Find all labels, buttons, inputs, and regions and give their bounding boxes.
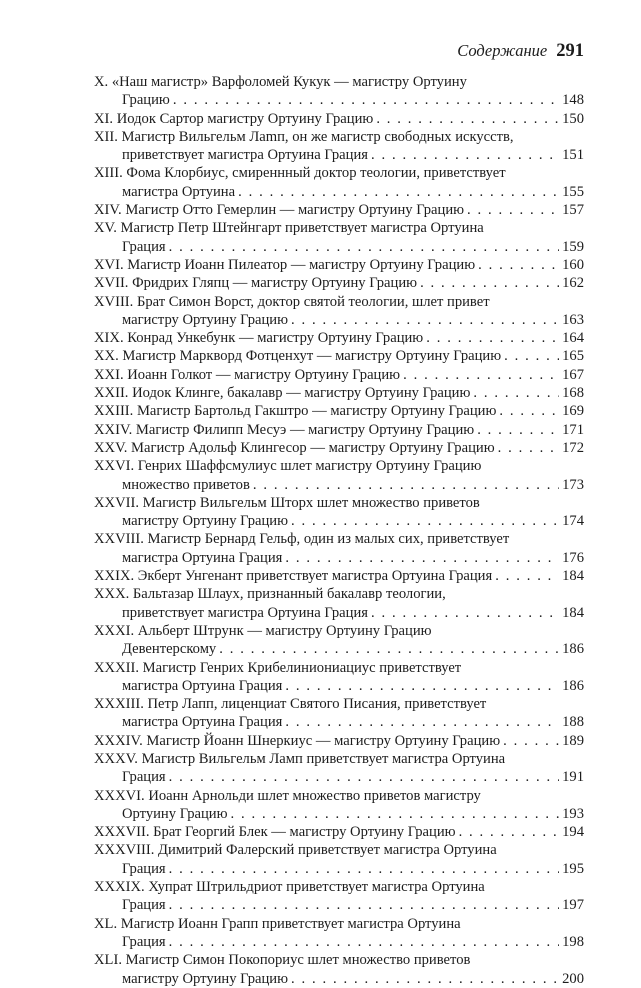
toc-entry-line bbox=[94, 384, 584, 402]
toc-entry-title: магистра Ортуина bbox=[122, 183, 236, 200]
toc-entry bbox=[94, 384, 584, 402]
toc-entry-line bbox=[94, 970, 584, 988]
toc-entry-line: XII. Магистр Вильгельм Лamп, он же магистр свободных искусств, bbox=[94, 128, 514, 145]
toc-entry bbox=[94, 622, 584, 659]
toc-entry-page: 150 bbox=[562, 110, 584, 127]
toc-entry-line bbox=[94, 439, 584, 457]
toc-entry bbox=[94, 750, 584, 787]
toc-entry-line: XV. Магистр Петр Штейнгарт приветствует магистра Ортуина bbox=[94, 220, 484, 237]
toc-entry-page: 174 bbox=[562, 513, 584, 530]
dot-leader bbox=[291, 311, 559, 329]
dot-leader bbox=[403, 366, 559, 384]
toc-entry-page: 173 bbox=[562, 476, 584, 493]
toc-entry-line: XLI. Магистр Симон Покопориус шлет множество приветов bbox=[94, 952, 471, 969]
toc-entry-line bbox=[94, 768, 584, 786]
toc-entry-line: XXXIII. Петр Лапп, лиценциат Святого Писания, приветствует bbox=[94, 696, 487, 713]
toc-entry-line bbox=[94, 823, 584, 841]
toc-entry bbox=[94, 110, 584, 128]
toc-entry-title: XIX. Конрад Ункебунк — магистру Ортуину Грацию bbox=[94, 330, 424, 347]
toc-entry-page: 171 bbox=[562, 421, 584, 438]
toc-entry-line: XXXV. Магистр Вильгельм Ламп приветствует магистра Ортуина bbox=[94, 750, 506, 767]
toc-entry-line: XXXI. Альберт Штрунк — магистру Ортуину Грацию bbox=[94, 622, 432, 639]
toc-entry bbox=[94, 823, 584, 841]
dot-leader bbox=[285, 713, 559, 731]
dot-leader bbox=[478, 256, 559, 274]
dot-leader bbox=[173, 91, 559, 109]
toc-entry bbox=[94, 439, 584, 457]
toc-entry bbox=[94, 494, 584, 531]
toc-entry bbox=[94, 366, 584, 384]
dot-leader bbox=[504, 347, 559, 365]
toc-entry bbox=[94, 201, 584, 219]
toc-entry-page: 155 bbox=[562, 183, 584, 200]
toc-entry-page: 164 bbox=[562, 330, 584, 347]
page-number: 291 bbox=[556, 41, 584, 61]
toc-entry bbox=[94, 457, 584, 494]
toc-entry-line: XXVII. Магистр Вильгельм Шторх шлет множество приветов bbox=[94, 494, 480, 511]
dot-leader bbox=[498, 439, 560, 457]
dot-leader bbox=[285, 677, 559, 695]
dot-leader bbox=[371, 604, 559, 622]
toc-entry-line bbox=[94, 91, 584, 109]
dot-leader bbox=[467, 201, 559, 219]
toc-entry-page: 167 bbox=[562, 366, 584, 383]
toc-entry-page: 194 bbox=[562, 824, 584, 841]
toc-entry bbox=[94, 274, 584, 292]
dot-leader bbox=[495, 567, 559, 585]
dot-leader bbox=[291, 512, 559, 530]
toc-entry bbox=[94, 951, 584, 988]
toc-entry-page: 162 bbox=[562, 275, 584, 292]
toc-entry-line bbox=[94, 146, 584, 164]
toc-entry-title: XI. Иодок Сартор магистру Ортуину Грацию bbox=[94, 110, 374, 127]
toc-entry bbox=[94, 878, 584, 915]
toc-entry-line bbox=[94, 860, 584, 878]
dot-leader bbox=[499, 402, 559, 420]
toc-entry-page: 157 bbox=[562, 202, 584, 219]
toc-entry-line bbox=[94, 329, 584, 347]
toc-entry-page: 151 bbox=[562, 147, 584, 164]
dot-leader bbox=[371, 146, 559, 164]
toc-entry-line: XL. Магистр Иоанн Грапп приветствует магистра Ортуина bbox=[94, 915, 461, 932]
toc-entry-line: XIII. Фома Клорбиус, смиреннный доктор теологии, приветствует bbox=[94, 165, 506, 182]
toc-entry bbox=[94, 421, 584, 439]
toc-entry-title: приветствует магистра Ортуина Грация bbox=[122, 147, 368, 164]
toc-entry-title: магистру Ортуину Грацию bbox=[122, 970, 288, 987]
toc-entry-title: XVII. Фридрих Гляпц — магистру Ортуину Грацию bbox=[94, 275, 418, 292]
dot-leader bbox=[169, 896, 559, 914]
toc-entry bbox=[94, 329, 584, 347]
toc-entry-page: 148 bbox=[562, 92, 584, 109]
toc-entry-title: XXIII. Магистр Бартольд Гакштро — магистру Ортуину Грацию bbox=[94, 403, 497, 420]
dot-leader bbox=[169, 860, 559, 878]
toc-entry-title: XXII. Иодок Клинге, бакалавр — магистру Ортуину Грацию bbox=[94, 385, 471, 402]
toc-entry-title: магистра Ортуина Грация bbox=[122, 549, 283, 566]
toc-entry-line bbox=[94, 256, 584, 274]
toc-entry-title: XXXIV. Магистр Йоанн Шнеркиус — магистру Ортуину Грацию bbox=[94, 732, 501, 749]
dot-leader bbox=[376, 110, 559, 128]
running-header bbox=[457, 41, 584, 65]
toc-entry bbox=[94, 73, 584, 110]
toc-entry-page: 186 bbox=[562, 677, 584, 694]
toc-entry-page: 168 bbox=[562, 385, 584, 402]
toc-entry-line bbox=[94, 604, 584, 622]
toc-entry-page: 191 bbox=[562, 769, 584, 786]
toc-entry-page: 193 bbox=[562, 805, 584, 822]
toc-entry-line bbox=[94, 512, 584, 530]
toc-entry-line: XXXII. Магистр Генрих Крибелиниониациус приветствует bbox=[94, 659, 462, 676]
toc-entry-title: магистра Ортуина Грация bbox=[122, 677, 283, 694]
dot-leader bbox=[169, 768, 559, 786]
toc-entry-line: X. «Наш магистр» Варфоломей Кукук — магистру Ортуину bbox=[94, 74, 467, 90]
toc-entry-page: 184 bbox=[562, 568, 584, 585]
toc-entry-line bbox=[94, 567, 584, 585]
toc-entry-line bbox=[94, 896, 584, 914]
toc-entry bbox=[94, 402, 584, 420]
toc-entry bbox=[94, 585, 584, 622]
toc-entry-line bbox=[94, 933, 584, 951]
toc-entry bbox=[94, 293, 584, 330]
toc-entry bbox=[94, 128, 584, 165]
toc-entry-line bbox=[94, 238, 584, 256]
toc-entry-page: 200 bbox=[562, 970, 584, 987]
toc-entry bbox=[94, 567, 584, 585]
toc-entry-title: Ортуину Грацию bbox=[122, 805, 228, 822]
toc-entry-title: магистру Ортуину Грацию bbox=[122, 311, 288, 328]
toc-entry-line: XXXIX. Хупрат Штрильдриот приветствует магистра Ортуина bbox=[94, 879, 485, 896]
toc-entry-title: XVI. Магистр Иоанн Пилеатор — магистру Ортуину Грацию bbox=[94, 256, 476, 273]
dot-leader bbox=[253, 476, 559, 494]
toc-entry-title: Грация bbox=[122, 860, 166, 877]
toc-entry-page: 160 bbox=[562, 256, 584, 273]
toc-entry-line bbox=[94, 110, 584, 128]
toc-entry-line bbox=[94, 201, 584, 219]
toc-entry bbox=[94, 841, 584, 878]
toc-entry-line bbox=[94, 366, 584, 384]
toc-entry bbox=[94, 695, 584, 732]
toc-entry-line: XXVIII. Магистр Бернард Гельф, один из малых сих, приветствует bbox=[94, 531, 510, 548]
dot-leader bbox=[473, 384, 559, 402]
toc-entry-page: 163 bbox=[562, 311, 584, 328]
running-header-title: Содержание bbox=[457, 41, 548, 60]
dot-leader bbox=[285, 549, 559, 567]
toc-entry-page: 184 bbox=[562, 604, 584, 621]
toc-entry bbox=[94, 915, 584, 952]
toc-entry-title: множество приветов bbox=[122, 476, 250, 493]
dot-leader bbox=[238, 183, 559, 201]
dot-leader bbox=[459, 823, 560, 841]
toc-entry-title: Грацию bbox=[122, 92, 170, 109]
toc-entry bbox=[94, 347, 584, 365]
dot-leader bbox=[503, 732, 559, 750]
toc-entry-title: Девентерскому bbox=[122, 641, 217, 658]
toc-entry-title: магистра Ортуина Грация bbox=[122, 714, 283, 731]
toc-entry-page: 195 bbox=[562, 860, 584, 877]
toc-entry-page: 159 bbox=[562, 238, 584, 255]
dot-leader bbox=[169, 933, 559, 951]
toc-entry-title: XXIV. Магистр Филипп Месуэ — магистру Ортуину Грацию bbox=[94, 421, 475, 438]
toc-entry-title: Грация bbox=[122, 897, 166, 914]
toc-entry-title: приветствует магистра Ортуина Грация bbox=[122, 604, 368, 621]
toc-entry-line bbox=[94, 677, 584, 695]
toc-entry-page: 188 bbox=[562, 714, 584, 731]
toc-entry-line bbox=[94, 183, 584, 201]
toc-entry-line: XXXVIII. Димитрий Фалерский приветствует магистра Ортуина bbox=[94, 842, 497, 859]
toc-entry bbox=[94, 256, 584, 274]
dot-leader bbox=[477, 421, 559, 439]
toc-entry-title: XXI. Иоанн Голкот — магистру Ортуину Грацию bbox=[94, 366, 401, 383]
toc-entry-page: 198 bbox=[562, 933, 584, 950]
table-of-contents bbox=[94, 73, 584, 988]
toc-entry-page: 186 bbox=[562, 641, 584, 658]
toc-entry bbox=[94, 219, 584, 256]
toc-entry-page: 169 bbox=[562, 403, 584, 420]
toc-entry-page: 176 bbox=[562, 549, 584, 566]
toc-entry bbox=[94, 164, 584, 201]
toc-entry-line bbox=[94, 476, 584, 494]
toc-entry-title: XXXVII. Брат Георгий Блек — магистру Ортуину Грацию bbox=[94, 824, 456, 841]
toc-entry-line bbox=[94, 402, 584, 420]
toc-entry-line bbox=[94, 347, 584, 365]
toc-entry bbox=[94, 659, 584, 696]
toc-entry-line: XXVI. Генрих Шаффсмулиус шлет магистру Ортуину Грацию bbox=[94, 458, 482, 475]
dot-leader bbox=[291, 970, 559, 988]
toc-entry-title: XXIX. Экберт Унгенант приветствует магистра Ортуина Грация bbox=[94, 568, 493, 585]
toc-entry-title: Грация bbox=[122, 769, 166, 786]
dot-leader bbox=[231, 805, 560, 823]
dot-leader bbox=[426, 329, 559, 347]
toc-entry-title: XXV. Магистр Адольф Клингесор — магистру Ортуину Грацию bbox=[94, 439, 495, 456]
dot-leader bbox=[169, 238, 559, 256]
toc-entry bbox=[94, 732, 584, 750]
toc-entry-line: XXX. Бальтазар Шлаух, признанный бакалавр теологии, bbox=[94, 586, 446, 603]
toc-entry-line bbox=[94, 640, 584, 658]
toc-entry-line: XXXVI. Иоанн Арнольди шлет множество приветов магистру bbox=[94, 787, 481, 804]
dot-leader bbox=[420, 274, 559, 292]
toc-entry-line bbox=[94, 732, 584, 750]
toc-entry-line bbox=[94, 805, 584, 823]
toc-entry-page: 172 bbox=[562, 439, 584, 456]
toc-entry bbox=[94, 530, 584, 567]
toc-entry-line bbox=[94, 421, 584, 439]
toc-entry-title: Грация bbox=[122, 238, 166, 255]
toc-entry-page: 197 bbox=[562, 897, 584, 914]
toc-entry-title: XX. Магистр Маркворд Фотценхут — магистру Ортуину Грацию bbox=[94, 348, 502, 365]
toc-entry-title: магистру Ортуину Грацию bbox=[122, 513, 288, 530]
toc-entry-line bbox=[94, 274, 584, 292]
toc-entry-line bbox=[94, 311, 584, 329]
toc-entry-line: XVIII. Брат Симон Ворст, доктор святой теологии, шлет привет bbox=[94, 293, 490, 310]
toc-entry-line bbox=[94, 713, 584, 731]
toc-entry-title: Грация bbox=[122, 933, 166, 950]
toc-entry-title: XIV. Магистр Отто Гемерлин — магистру Ортуину Грацию bbox=[94, 202, 465, 219]
toc-entry bbox=[94, 787, 584, 824]
toc-entry-page: 165 bbox=[562, 348, 584, 365]
toc-entry-line bbox=[94, 549, 584, 567]
dot-leader bbox=[219, 640, 559, 658]
toc-entry-page: 189 bbox=[562, 732, 584, 749]
